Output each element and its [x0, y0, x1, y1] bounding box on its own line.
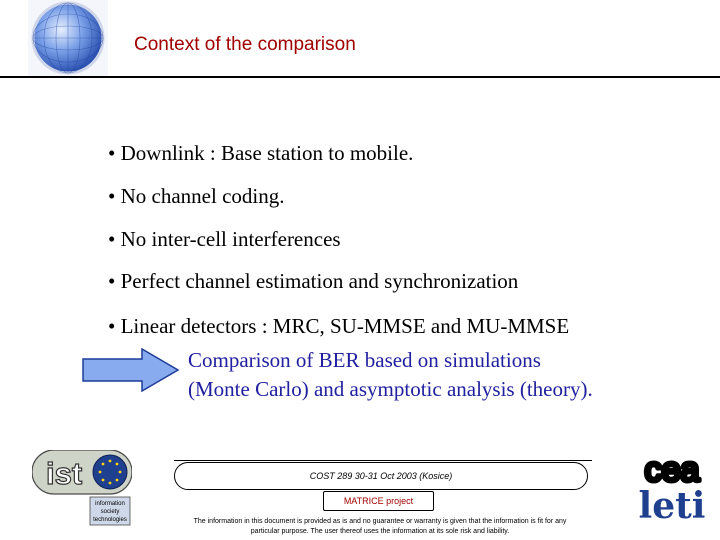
bullet-symbol: • — [108, 227, 116, 251]
globe-logo-icon — [28, 0, 108, 78]
disclaimer-line-2: particular purpose. The user thereof uses the information at its sole risk and liability. — [250, 528, 510, 535]
bullet-item — [108, 269, 518, 294]
bullet-symbol: • — [108, 184, 116, 208]
svg-text:ist: ist — [46, 456, 83, 491]
bullet-text: No channel coding. — [120, 184, 285, 208]
svg-text:society: society — [100, 509, 120, 515]
page-title: Context of the comparison — [134, 34, 356, 55]
header-divider — [0, 76, 720, 78]
disclaimer-line-1: The information in this document is provided as is and no guarantee or warranty is given that the information is fit for any — [193, 518, 567, 525]
bullet-text: Perfect channel estimation and synchronization — [120, 269, 519, 293]
bullet-text: Linear detectors : MRC, SU-MMSE and MU-MMSE — [120, 314, 570, 338]
footer-cost-text: COST 289 30-31 Oct 2003 (Kosice) — [309, 471, 453, 481]
svg-text:technologies: technologies — [93, 517, 127, 523]
cea-leti-logo — [626, 452, 718, 522]
footer-disclaimer — [164, 517, 596, 537]
bullet-symbol: • — [108, 269, 116, 293]
bullet-item — [108, 141, 413, 166]
footer-project-label: MATRICE project — [323, 491, 434, 511]
right-arrow-icon — [82, 348, 180, 392]
footer-top-rule — [174, 460, 592, 461]
bullet-text: Downlink : Base station to mobile. — [120, 141, 414, 165]
bullet-item — [108, 184, 284, 209]
svg-text:cea: cea — [644, 452, 700, 489]
bullet-symbol: • — [108, 314, 116, 338]
conclusion-line-1: Comparison of BER based on simulations — [188, 348, 541, 372]
ist-logo — [32, 450, 132, 526]
conclusion-line-2: (Monte Carlo) and asymptotic analysis (theory). — [188, 377, 593, 401]
bullet-item — [108, 227, 341, 252]
bullet-item — [108, 314, 569, 339]
svg-text:information: information — [95, 501, 125, 507]
bullet-symbol: • — [108, 141, 116, 165]
bullet-text: No inter-cell interferences — [120, 227, 341, 251]
svg-text:leti: leti — [638, 485, 706, 522]
